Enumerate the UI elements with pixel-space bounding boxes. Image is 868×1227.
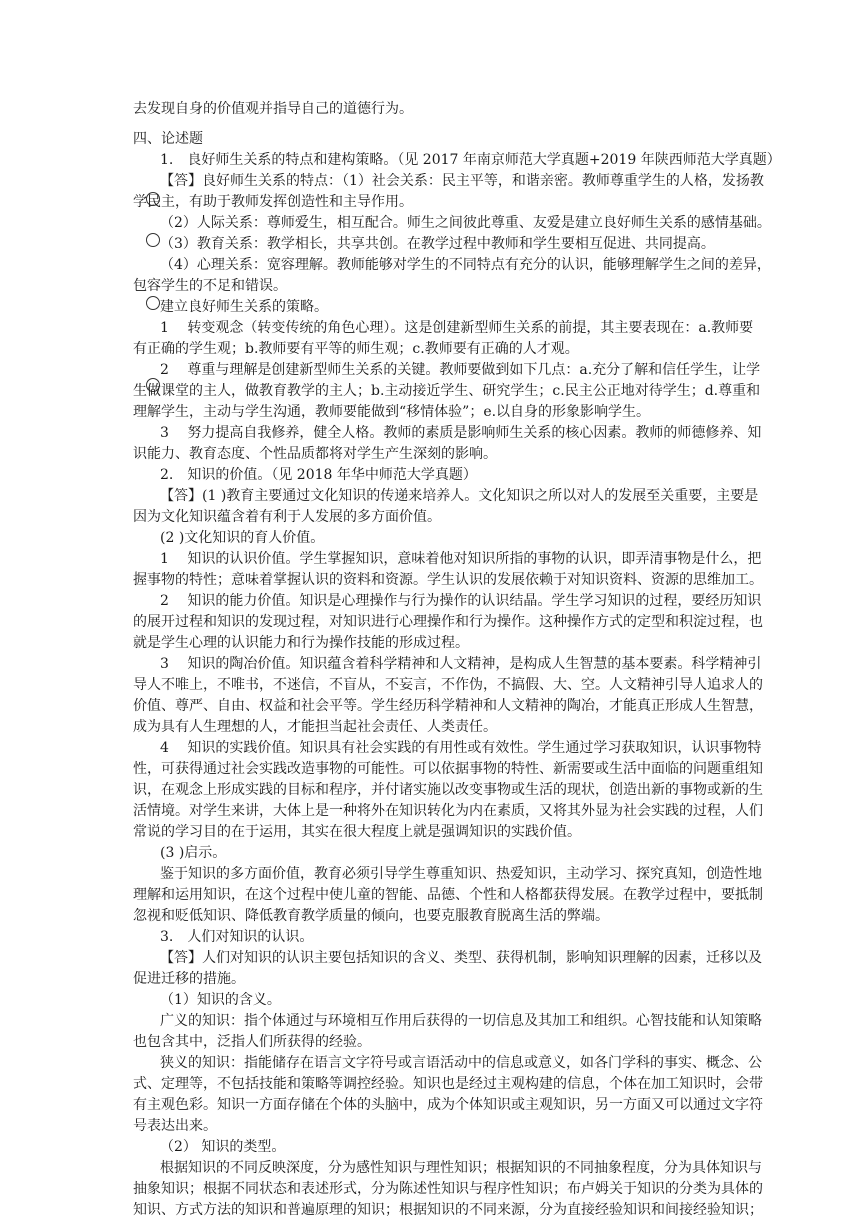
text-line: 2. 知识的价值。（见 2018 年华中师范大学真题）	[160, 467, 477, 483]
text-line: 去发现自身的价值观并指导自己的道德行为。	[133, 101, 413, 117]
text-line: 3 知识的陶冶价值。知识蕴含着科学精神和人文精神，是构成人生智慧的基本要素。科学精神引	[160, 656, 762, 672]
text-line: 【答】良好师生关系的特点：（1）社会关系：民主平等，和谐亲密。教师尊重学生的人格，发扬教	[160, 173, 764, 189]
text-line: 【答】(1 )教育主要通过文化知识的传递来培养人。文化知识之所以对人的发展至关重要，主要是	[160, 488, 759, 504]
text-line: 广义的知识：指个体通过与环境相互作用后获得的一切信息及其加工和组织。心智技能和认知策略	[160, 1013, 762, 1029]
text-line: 有正确的学生观；b.教师要有平等的师生观；c.教师要有正确的人才观。	[133, 341, 579, 357]
margin-circle-mark	[146, 233, 160, 247]
text-line: 成为具有人生理想的人，才能担当起社会责任、人类责任。	[133, 719, 497, 735]
text-line: 忽视和贬低知识、降低教育教学质量的倾向，也要克服教育脱离生活的弊端。	[133, 908, 609, 924]
text-line: 建立良好师生关系的策略。	[160, 299, 328, 315]
text-line: 1 转变观念（转变传统的角色心理）。这是创建新型师生关系的前提，其主要表现在：a.教师要	[160, 320, 754, 336]
text-line: 狭义的知识：指能储存在语言文字符号或言语活动中的信息或意义，如各门学科的事实、概念、公	[160, 1055, 762, 1071]
text-line: 学民主，有助于教师发挥创造性和主导作用。	[133, 194, 413, 210]
text-line: 的展开过程和知识的发现过程，对知识进行心理操作和行为操作。这种操作方式的定型和积淀过程，也	[133, 614, 763, 630]
text-line: 活情境。对学生来讲，大体上是一种将外在知识转化为内在素质，又将其外显为社会实践的过程，人们	[133, 803, 763, 819]
text-line: 识，在观念上形成实践的目标和程序，并付诸实施以改变事物或生活的现状，创造出新的事物或新的生	[133, 782, 763, 798]
text-line: 1. 良好师生关系的特点和建构策略。（见 2017 年南京师范大学真题+2019 年陕西师范大学真题）	[160, 152, 781, 168]
text-line: 就是学生心理的认识能力和行为操作技能的形成过程。	[133, 635, 469, 651]
text-line: (2 )文化知识的育人价值。	[160, 530, 325, 546]
text-line: 包容学生的不足和错误。	[133, 278, 287, 294]
text-line: 常说的学习目的在于运用，其实在很大程度上就是强调知识的实践价值。	[133, 824, 581, 840]
text-line: 握事物的特性；意味着掌握认识的资料和资源。学生认识的发展依赖于对知识资料、资源的思维加工。	[133, 572, 763, 588]
text-line: 4 知识的实践价值。知识具有社会实践的有用性或有效性。学生通过学习获取知识，认识事物特	[160, 740, 762, 756]
text-line: （4）心理关系：宽容理解。教师能够对学生的不同特点有充分的认识，能够理解学生之间的差异，	[160, 257, 771, 273]
text-line: 鉴于知识的多方面价值，教育必须引导学生尊重知识、热爱知识，主动学习、探究真知，创造性地	[160, 866, 762, 882]
text-line: 识能力、教育态度、个性品质都将对学生产生深刻的影响。	[133, 446, 497, 462]
text-line: 促进迁移的措施。	[133, 971, 245, 987]
text-line: （1）知识的含义。	[160, 992, 281, 1008]
text-line: 知识、方式方法的知识和普遍原理的知识；根据知识的不同来源，分为直接经验知识和间接经验知识；	[133, 1202, 763, 1218]
margin-circle-mark	[146, 296, 160, 310]
text-line: 理解和运用知识，在这个过程中使儿童的智能、品德、个性和人格都获得发展。在教学过程中，要抵制	[133, 887, 763, 903]
text-line: 1 知识的认识价值。学生掌握知识，意味着他对知识所指的事物的认识，即弄清事物是什么，把	[160, 551, 762, 567]
text-line: 价值、尊严、自由、权益和社会平等。学生经历科学精神和人文精神的陶冶，才能真正形成人生智慧，	[133, 698, 763, 714]
text-line: 也包含其中，泛指人们所获得的经验。	[133, 1034, 371, 1050]
text-line: (3 )启示。	[160, 845, 227, 861]
text-line: 式、定理等，不包括技能和策略等调控经验。知识也是经过主观构建的信息，个体在加工知识时，会带	[133, 1076, 763, 1092]
text-line: 【答】人们对知识的认识主要包括知识的含义、类型、获得机制，影响知识理解的因素，迁移以及	[160, 950, 762, 966]
text-line: （2）人际关系：尊师爱生，相互配合。师生之间彼此尊重、友爱是建立良好师生关系的感情基础。	[160, 215, 771, 231]
text-line: （2） 知识的类型。	[160, 1139, 286, 1155]
text-line: （3）教育关系：教学相长，共享共创。在教学过程中教师和学生要相互促进、共同提高。	[160, 236, 715, 252]
text-line: 3. 人们对知识的认识。	[160, 929, 314, 945]
text-line: 抽象知识；根据不同状态和表述形式，分为陈述性知识与程序性知识；布卢姆关于知识的分类为具体的	[133, 1181, 763, 1197]
text-line: 3 努力提高自我修养，健全人格。教师的素质是影响师生关系的核心因素。教师的师德修养、知	[160, 425, 762, 441]
text-line: 性，可获得通过社会实践改造事物的可能性。可以依据事物的特性、新需要或生活中面临的问题重组知	[133, 761, 763, 777]
text-line: 有主观色彩。知识一方面存储在个体的头脑中，成为个体知识或主观知识，另一方面又可以通过文字符	[133, 1097, 763, 1113]
text-line: 因为文化知识蕴含着有利于人发展的多方面价值。	[133, 509, 441, 525]
text-line: 四、论述题	[133, 131, 203, 147]
text-line: 根据知识的不同反映深度，分为感性知识与理性知识；根据知识的不同抽象程度，分为具体知识与	[160, 1160, 762, 1176]
text-line: 理解学生，主动与学生沟通，教师要能做到“移情体验”；e.以自身的形象影响学生。	[133, 404, 651, 420]
text-line: 号表达出来。	[133, 1118, 217, 1134]
text-line: 导人不唯上，不唯书，不迷信，不盲从，不妄言，不作伪，不搞假、大、空。人文精神引导人追求人的	[133, 677, 763, 693]
text-line: 生做课堂的主人，做教育教学的主人；b.主动接近学生、研究学生；c.民主公正地对待学生；d.尊重和	[133, 383, 761, 399]
text-line: 2 尊重与理解是创建新型师生关系的关键。教师要做到如下几点：a.充分了解和信任学生，让学	[160, 362, 761, 378]
text-line: 2 知识的能力价值。知识是心理操作与行为操作的认识结晶。学生学习知识的过程，要经历知识	[160, 593, 762, 609]
